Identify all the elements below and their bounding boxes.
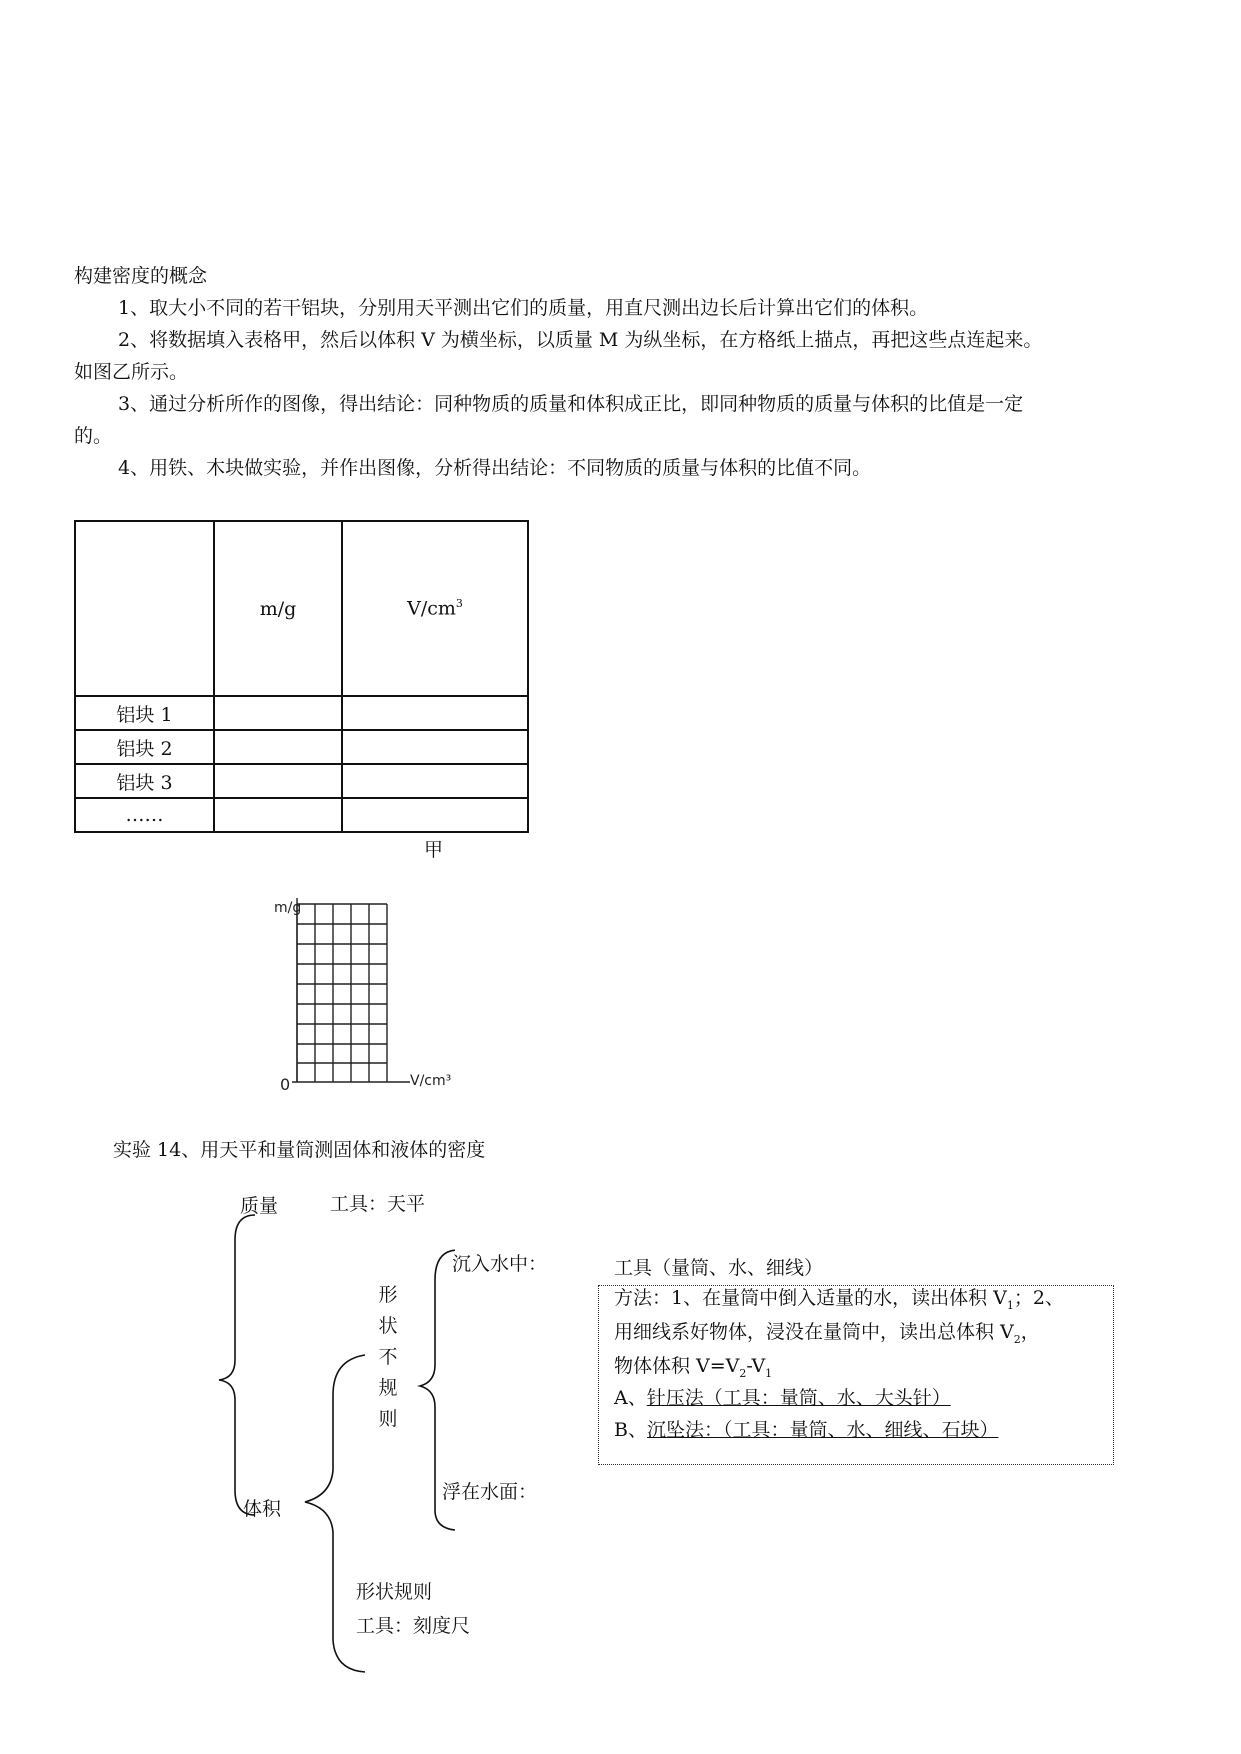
header-mass: m/g <box>214 521 342 696</box>
row-label: 铝块 1 <box>75 696 214 730</box>
method-line-3: 物体体积 $V=V_2-V_1$ <box>614 1355 773 1380</box>
table-row <box>75 764 528 798</box>
float-label: 浮在水面： <box>442 1481 538 1503</box>
volume-label: 体积 <box>243 1498 282 1520</box>
row-label: 铝块 2 <box>75 730 214 764</box>
step-4: 4、用铁、木块做实验，并作出图像，分析得出结论：不同物质的质量与体积的比值不同。 <box>118 457 872 479</box>
mass-tool: 工具：天平 <box>330 1193 426 1215</box>
graph-y-label: m/g <box>274 900 302 916</box>
experiment-heading: 实验 14、用天平和量筒测固体和液体的密度 <box>113 1139 486 1161</box>
step-2: 2、将数据填入表格甲，然后以体积 V 为横坐标，以质量 M 为纵坐标，在方格纸上描点，再把这些点连起来。 <box>118 329 1043 351</box>
graph-origin: 0 <box>280 1075 291 1094</box>
brace-diagram <box>215 1210 455 1680</box>
method-line-1: 方法：1、在量筒中倒入适量的水，读出体积 $V_1$；2、 <box>614 1287 1064 1312</box>
sink-label: 沉入水中： <box>452 1253 548 1275</box>
option-b: B、沉坠法：（工具：量筒、水、细线、石块） <box>614 1419 999 1441</box>
header-blank-cell <box>75 521 214 696</box>
row-label: 铝块 3 <box>75 764 214 798</box>
table-row <box>75 798 528 832</box>
section-heading: 构建密度的概念 <box>74 265 208 287</box>
step-2-cont: 如图乙所示。 <box>74 361 189 383</box>
table-caption: 甲 <box>424 839 444 861</box>
table-row <box>75 696 528 730</box>
method-line-2: 用细线系好物体，浸没在量筒中，读出总体积 $V_2$， <box>614 1321 1040 1346</box>
irregular-shape-label: 形 状 不 规 则 <box>378 1284 398 1430</box>
sink-tools: 工具（量筒、水、细线） <box>614 1257 824 1279</box>
row-label: …… <box>75 798 214 832</box>
step-3: 3、通过分析所作的图像，得出结论：同种物质的质量和体积成正比，即同种物质的质量与体积的比值是一定 <box>118 393 1024 415</box>
data-table <box>74 520 529 833</box>
mass-label: 质量 <box>240 1195 279 1217</box>
option-a: A、针压法（工具：量筒、水、大头针） <box>614 1387 951 1409</box>
graph-x-label: V/cm³ <box>410 1073 452 1089</box>
header-volume: $V/cm^3$ <box>342 521 528 696</box>
step-3-cont: 的。 <box>74 425 113 447</box>
graph-grid <box>270 890 470 1095</box>
regular-shape-label: 形状规则 <box>356 1581 433 1603</box>
table-row <box>75 730 528 764</box>
regular-shape-tool: 工具：刻度尺 <box>356 1615 471 1637</box>
step-1: 1、取大小不同的若干铝块，分别用天平测出它们的质量，用直尺测出边长后计算出它们的体积。 <box>118 297 929 319</box>
